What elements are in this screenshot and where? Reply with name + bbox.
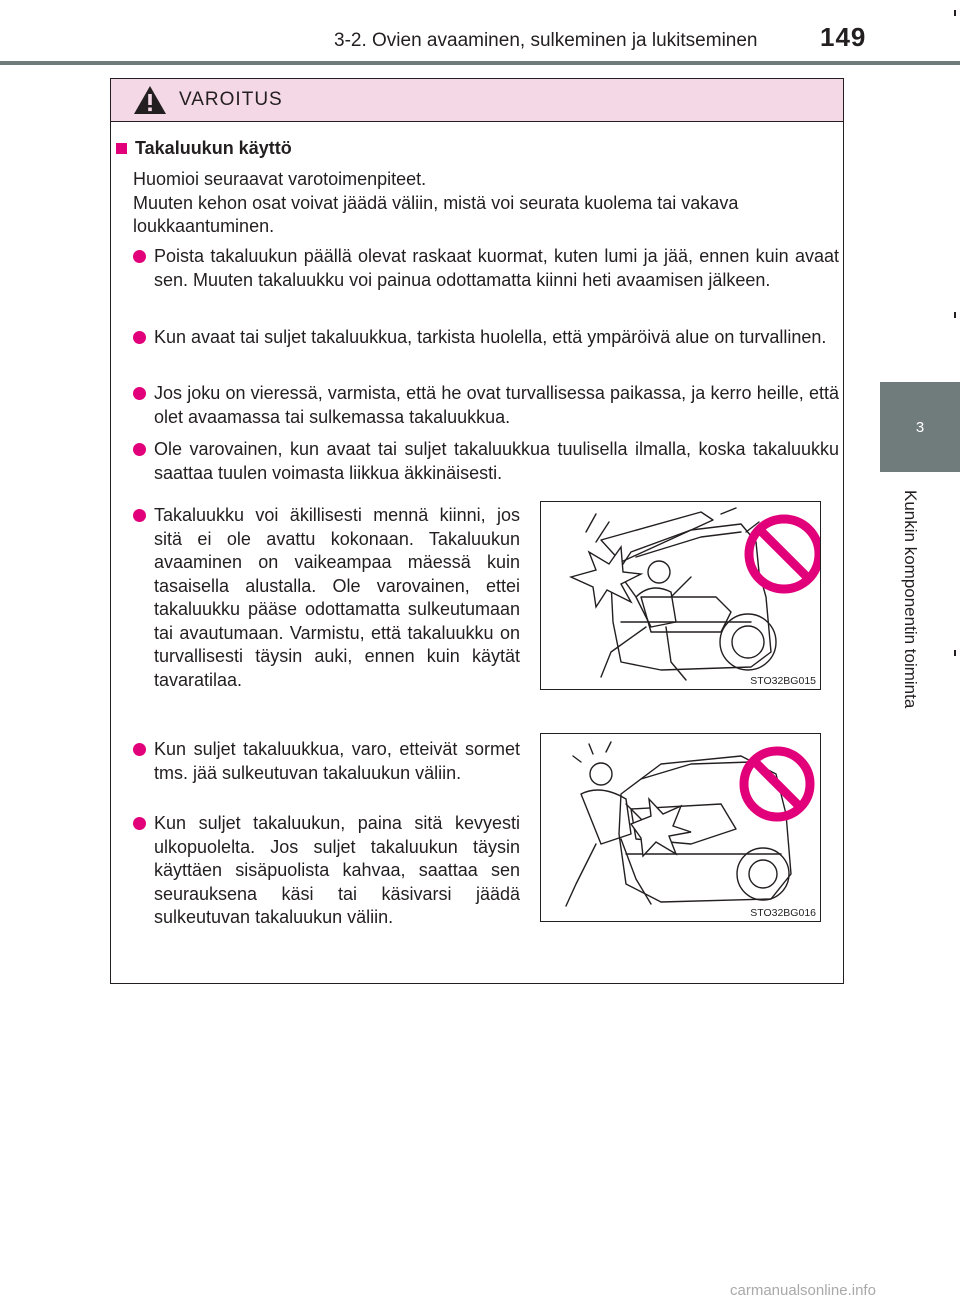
list-item-text: Jos joku on vieressä, varmista, että he ovat turvallisessa paikassa, ja kerro heille, että olet avaamassa tai sulkemassa takaluukkua. xyxy=(154,383,839,427)
intro-text xyxy=(133,168,843,239)
list-item xyxy=(133,438,839,485)
warning-header xyxy=(111,79,843,122)
tailgate-opening-illustration xyxy=(541,502,820,689)
warning-label: VAROITUS xyxy=(179,89,283,110)
bullet-dot-icon xyxy=(133,817,146,830)
bullet-dot-icon xyxy=(133,387,146,400)
warning-triangle-icon xyxy=(133,85,167,115)
page-number: 149 xyxy=(820,22,867,52)
bullet-dot-icon xyxy=(133,331,146,344)
figure-code: STO32BG015 xyxy=(750,675,816,687)
intro-line: Huomioi seuraavat varotoimenpiteet. xyxy=(133,169,427,189)
section-heading xyxy=(116,138,292,159)
chapter-title-text: Kunkin komponentin toiminta xyxy=(901,490,920,709)
illustration-figure xyxy=(540,733,821,922)
tailgate-closing-illustration xyxy=(541,734,820,921)
list-item xyxy=(133,504,520,692)
bullet-dot-icon xyxy=(133,743,146,756)
chapter-number: 3 xyxy=(915,418,925,436)
list-item-text: Kun suljet takaluukkua, varo, etteivät sormet tms. jää sulkeutuvan takaluukun väliin. xyxy=(154,739,520,783)
watermark: carmanualsonline.info xyxy=(730,1282,876,1299)
section-heading-text: Takaluukun käyttö xyxy=(135,138,292,158)
list-item-text: Poista takaluukun päällä olevat raskaat kuormat, kuten lumi ja jää, ennen kuin avaat sen. Muuten takaluukku voi painua odottamatta kiinni heti avaamisen jälkeen. xyxy=(154,246,839,290)
list-item xyxy=(133,382,839,429)
chapter-title xyxy=(896,490,926,760)
list-item-text: Takaluukku voi äkillisesti mennä kiinni, jos sitä ei ole avattu kokonaan. Takaluukun avaaminen on vaikeampaa mäessä kuin tasaisella alustalla. Ole varovainen, ettei takaluukku pääse odottamatta sulkeutumaan tai avautumaan. Varmistu, että takaluukku on turvallisesti täysin auki, ennen kuin käytät tavaratilaa. xyxy=(154,505,520,690)
margin-tick xyxy=(954,650,956,656)
prohibition-sign-icon xyxy=(749,519,819,589)
list-item xyxy=(133,812,520,930)
square-bullet-icon xyxy=(116,143,127,154)
running-header-section: 3-2. Ovien avaaminen, sulkeminen ja lukitseminen xyxy=(334,30,758,51)
header-rule xyxy=(0,61,960,65)
prohibition-sign-icon xyxy=(744,751,810,817)
bullet-dot-icon xyxy=(133,443,146,456)
list-item-text: Kun suljet takaluukun, paina sitä kevyesti ulkopuolelta. Jos suljet takaluukun täysin käyttäen sisäpuolista kahvaa, saattaa sen seurauksena käsi tai käsivarsi jäädä sulkeutuvan takaluukun väliin. xyxy=(154,813,520,927)
margin-tick xyxy=(954,10,956,16)
bullet-dot-icon xyxy=(133,250,146,263)
bullet-dot-icon xyxy=(133,509,146,522)
list-item xyxy=(133,738,520,785)
intro-line: Muuten kehon osat voivat jäädä väliin, mistä voi seurata kuolema tai vakava loukkaantuminen. xyxy=(133,192,739,236)
list-item xyxy=(133,245,839,292)
list-item xyxy=(133,326,839,350)
list-item-text: Kun avaat tai suljet takaluukkua, tarkista huolella, että ympäröivä alue on turvallinen. xyxy=(154,327,827,347)
figure-code: STO32BG016 xyxy=(750,907,816,919)
margin-tick xyxy=(954,312,956,318)
chapter-tab xyxy=(880,382,960,472)
illustration-figure xyxy=(540,501,821,690)
list-item-text: Ole varovainen, kun avaat tai suljet takaluukkua tuulisella ilmalla, koska takaluukku saattaa tuulen voimasta liikkua äkkinäisesti. xyxy=(154,439,839,483)
